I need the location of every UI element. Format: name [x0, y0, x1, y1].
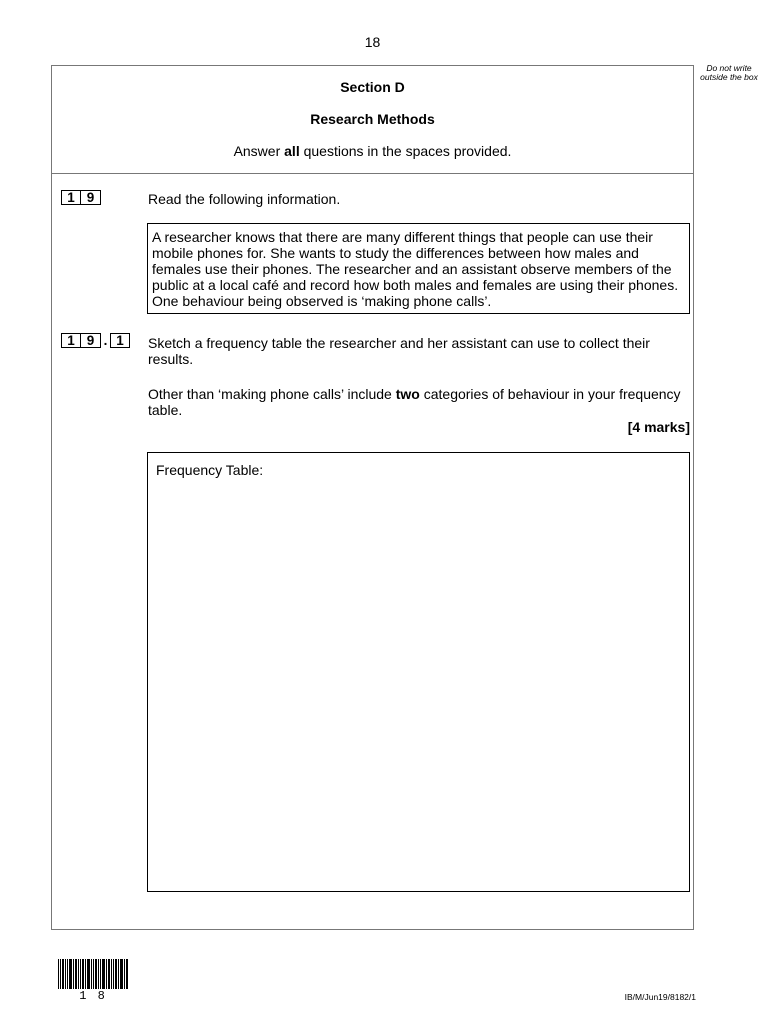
frequency-table-answer-box[interactable]: [147, 452, 690, 892]
instructions-bold: all: [284, 143, 300, 159]
question-digit: 9: [81, 190, 101, 205]
barcode-icon: [58, 959, 128, 989]
question-digit: 9: [81, 333, 101, 348]
other-bold: two: [395, 386, 420, 402]
question-separator: .: [103, 333, 108, 348]
question-number-19-1: [61, 333, 130, 348]
question-number-19: [61, 190, 101, 205]
section-subtitle: Research Methods: [310, 111, 435, 127]
instructions: [51, 143, 694, 159]
question-19-1-text: Sketch a frequency table the researcher and her assistant can use to collect their results.: [148, 335, 650, 367]
paper-code: IB/M/Jun19/8182/1: [624, 992, 696, 1002]
marks-label: [4 marks]: [627, 419, 690, 435]
question-part: 1: [110, 333, 130, 348]
answer-box-label: Frequency Table:: [156, 462, 264, 478]
information-box: A researcher knows that there are many different things that people can use their mobile phones for. She wants to study the differences between how males and females use their phones. The researcher and an assistant observe members of the public at a local café and record how both males and females are using their phones. One behaviour being observed is ‘making phone calls’.: [147, 223, 690, 314]
question-19-prompt: Read the following information.: [148, 191, 341, 207]
other-pre: Other than ‘making phone calls’ include: [148, 386, 396, 402]
question-digit: 1: [61, 190, 81, 205]
barcode-number: 1 8: [79, 989, 107, 1003]
question-digit: 1: [61, 333, 81, 348]
instructions-pre: Answer: [233, 143, 285, 159]
other-post: categories of behaviour in your frequency table.: [148, 386, 681, 418]
instructions-post: questions in the spaces provided.: [299, 143, 512, 159]
page-number: 18: [364, 34, 381, 50]
header-divider: [51, 173, 694, 174]
margin-note: Do not write outside the box: [700, 63, 758, 82]
section-title: Section D: [340, 79, 405, 95]
question-19-1-instructions: [148, 386, 690, 418]
